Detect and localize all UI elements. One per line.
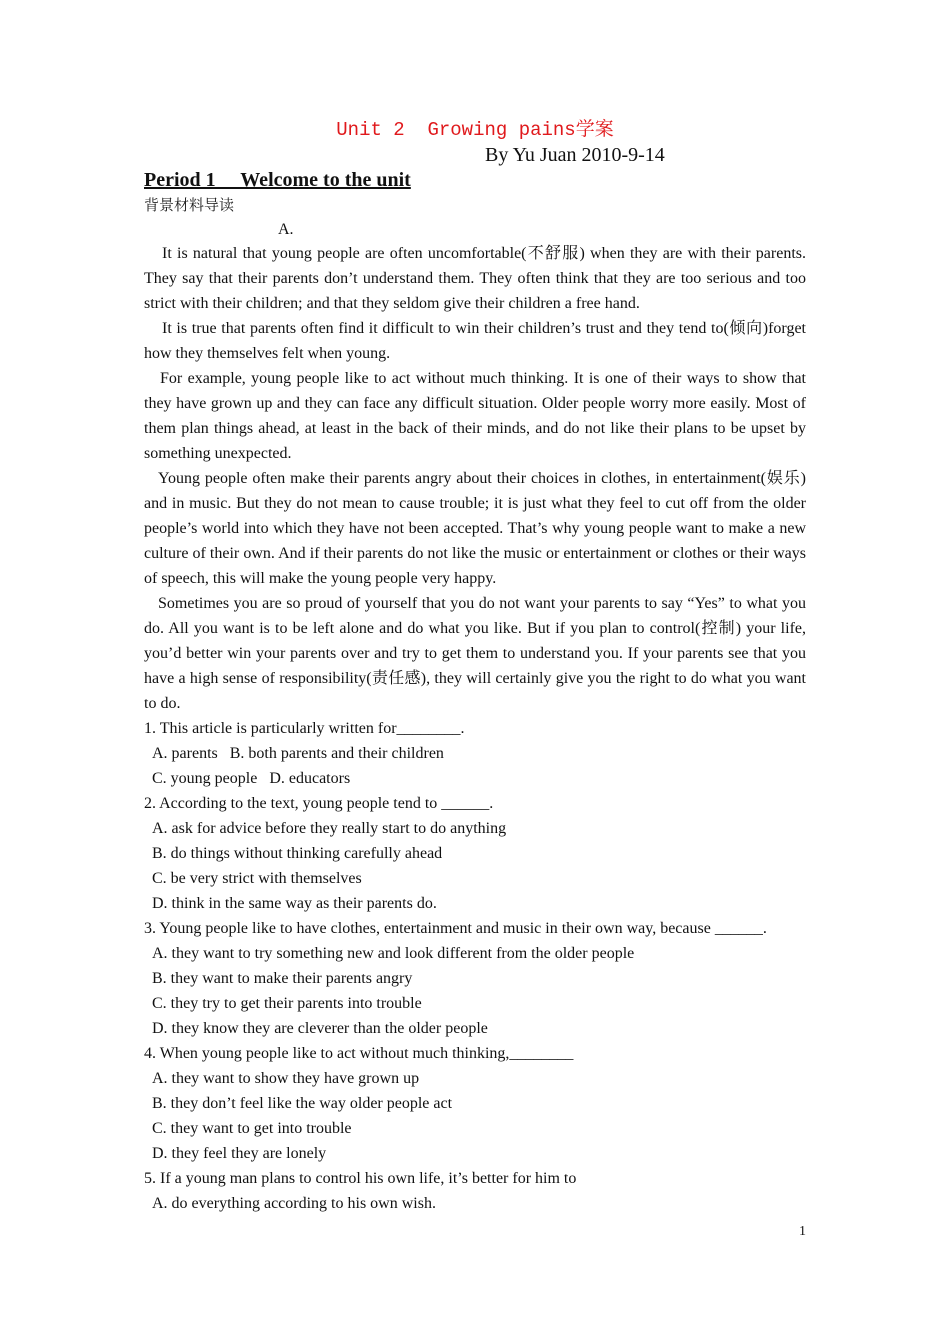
passage-paragraph: For example, young people like to act without much thinking. It is one of their ways to show that they have grown up and they can face any difficult situation. Older people worry more easily. Most of them plan things ahead, at least in the back of their minds, and do not like their plans to be upset by something unexpected. (144, 370, 806, 462)
document-body (144, 241, 806, 1216)
question-stem: 1. This article is particularly written for________. (144, 720, 465, 737)
question-option: D. think in the same way as their parents do. (152, 895, 437, 912)
question-option: A. they want to show they have grown up (152, 1070, 420, 1087)
question-option: C. be very strict with themselves (152, 870, 362, 887)
question-option: A. they want to try something new and look different from the older people (152, 945, 635, 962)
passage-paragraph: Sometimes you are so proud of yourself that you do not want your parents to say “Yes” to what you do. All you want is to be left alone and do what you like. But if you plan to control(控制) your life, you’d better win your parents over and try to get them to understand you. If your parents see that you have a high sense of responsibility(责任感), they will certainly give you the right to do what you want to do. (144, 595, 806, 712)
question-option: D. they feel they are lonely (152, 1145, 327, 1162)
document-title: Unit 2 Growing pains学案 (336, 119, 614, 141)
question-stem: 2. According to the text, young people tend to ______. (144, 795, 494, 812)
question-option: C. they want to get into trouble (152, 1120, 352, 1137)
question-option: C. young people D. educators (152, 770, 351, 787)
question-option: D. they know they are cleverer than the older people (152, 1020, 488, 1037)
question-option: B. they don’t feel like the way older people act (152, 1095, 453, 1112)
author-line: By Yu Juan 2010-9-14 (485, 144, 665, 166)
question-option: A. do everything according to his own wish. (152, 1195, 436, 1212)
section-subtitle: 背景材料导读 (144, 196, 235, 214)
question-option: B. they want to make their parents angry (152, 970, 413, 987)
question-option: B. do things without thinking carefully ahead (152, 845, 443, 862)
passage-paragraph: It is true that parents often find it difficult to win their children’s trust and they tend to(倾向)forget how they themselves felt when young. (144, 320, 806, 362)
section-label: A. (278, 221, 294, 238)
question-stem: 4. When young people like to act without much thinking,________ (144, 1045, 574, 1062)
period-heading: Period 1 Welcome to the unit (144, 169, 411, 191)
question-stem: 3. Young people like to have clothes, entertainment and music in their own way, because ______. (144, 920, 767, 937)
question-option: A. ask for advice before they really start to do anything (152, 820, 507, 837)
passage-paragraph: It is natural that young people are often uncomfortable(不舒服) when they are with their parents. They say that their parents don’t understand them. They often think that they are too serious and too strict with their children; and that they seldom give their children a free hand. (144, 245, 806, 312)
question-option: C. they try to get their parents into trouble (152, 995, 422, 1012)
question-stem: 5. If a young man plans to control his own life, it’s better for him to (144, 1170, 577, 1187)
passage-paragraph: Young people often make their parents angry about their choices in clothes, in entertainment(娱乐) and in music. But they do not mean to cause trouble; it is just what they feel to cut off from the older people’s world into which they have not been accepted. That’s why young people want to make a new culture of their own. And if their parents do not like the music or entertainment or clothes or their ways of speech, this will make the young people very happy. (144, 470, 806, 587)
page-number: 1 (799, 1224, 806, 1239)
question-option: A. parents B. both parents and their children (152, 745, 444, 762)
